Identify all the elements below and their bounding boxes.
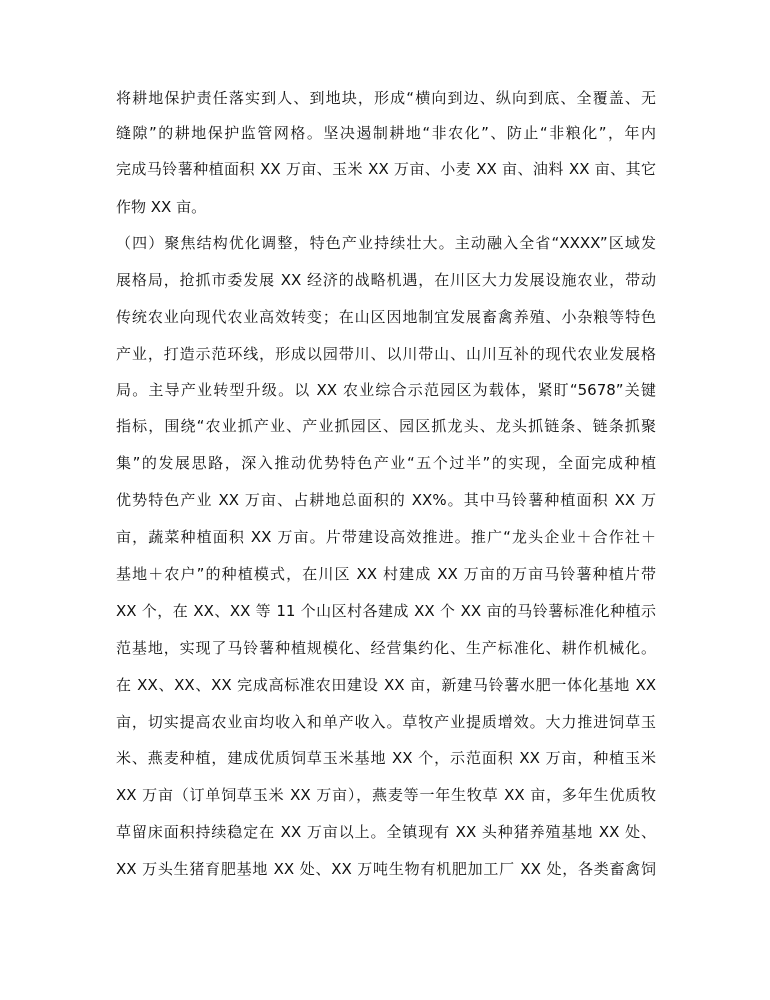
paragraph-line-22: XX 万头生猪育肥基地 XX 处、XX 万吨生物有机肥加工厂 XX 处，各类畜禽饲 <box>116 860 656 878</box>
paragraph-line-11: 集”的发展思路，深入推动优势特色产业“五个过半”的实现，全面完成种植 <box>116 454 656 472</box>
paragraph-line-6: 展格局，抢抓市委发展 XX 经济的战略机遇，在川区大力发展设施农业，带动 <box>116 271 656 289</box>
paragraph-line-3: 完成马铃薯种植面积 XX 万亩、玉米 XX 万亩、小麦 XX 亩、油料 XX 亩、其它 <box>116 160 656 178</box>
paragraph-line-15: XX 个，在 XX、XX 等 11 个山区村各建成 XX 个 XX 亩的马铃薯标准化种植示 <box>116 602 656 620</box>
paragraph-line-20: XX 万亩（订单饲草玉米 XX 万亩），燕麦等一年生牧草 XX 亩，多年生优质牧 <box>116 786 656 804</box>
paragraph-line-19: 米、燕麦种植，建成优质饲草玉米基地 XX 个，示范面积 XX 万亩，种植玉米 <box>116 749 656 767</box>
paragraph-line-18: 亩，切实提高农业亩均收入和单产收入。草牧产业提质增效。大力推进饲草玉 <box>116 713 656 731</box>
paragraph-line-13: 亩，蔬菜种植面积 XX 万亩。片带建设高效推进。推广“龙头企业＋合作社＋ <box>116 528 656 546</box>
paragraph-line-14: 基地＋农户”的种植模式，在川区 XX 村建成 XX 万亩的万亩马铃薯种植片带 <box>116 565 656 583</box>
paragraph-line-21: 草留床面积持续稳定在 XX 万亩以上。全镇现有 XX 头种猪养殖基地 XX 处、 <box>116 823 656 841</box>
paragraph-line-1: 将耕地保护责任落实到人、到地块，形成“横向到边、纵向到底、全覆盖、无 <box>116 89 656 107</box>
section-heading-line: （四）聚焦结构优化调整，特色产业持续壮大。主动融入全省“XXXX”区域发 <box>116 234 656 252</box>
paragraph-line-12: 优势特色产业 XX 万亩、占耕地总面积的 XX%。其中马铃薯种植面积 XX 万 <box>116 491 656 509</box>
paragraph-line-2: 缝隙”的耕地保护监管网格。坚决遏制耕地“非农化”、防止“非粮化”，年内 <box>116 124 656 142</box>
paragraph-line-8: 产业，打造示范环线，形成以园带川、以川带山、山川互补的现代农业发展格 <box>116 345 656 363</box>
paragraph-line-7: 传统农业向现代农业高效转变；在山区因地制宜发展畜禽养殖、小杂粮等特色 <box>116 308 656 326</box>
paragraph-line-9: 局。主导产业转型升级。以 XX 农业综合示范园区为载体，紧盯“5678”关键 <box>116 381 656 399</box>
paragraph-line-17: 在 XX、XX、XX 完成高标准农田建设 XX 亩，新建马铃薯水肥一体化基地 XX <box>116 676 656 694</box>
paragraph-line-16: 范基地，实现了马铃薯种植规模化、经营集约化、生产标准化、耕作机械化。 <box>116 639 656 657</box>
paragraph-line-4: 作物 XX 亩。 <box>116 198 207 216</box>
paragraph-line-10: 指标，围绕“农业抓产业、产业抓园区、园区抓龙头、龙头抓链条、链条抓聚 <box>116 417 656 435</box>
